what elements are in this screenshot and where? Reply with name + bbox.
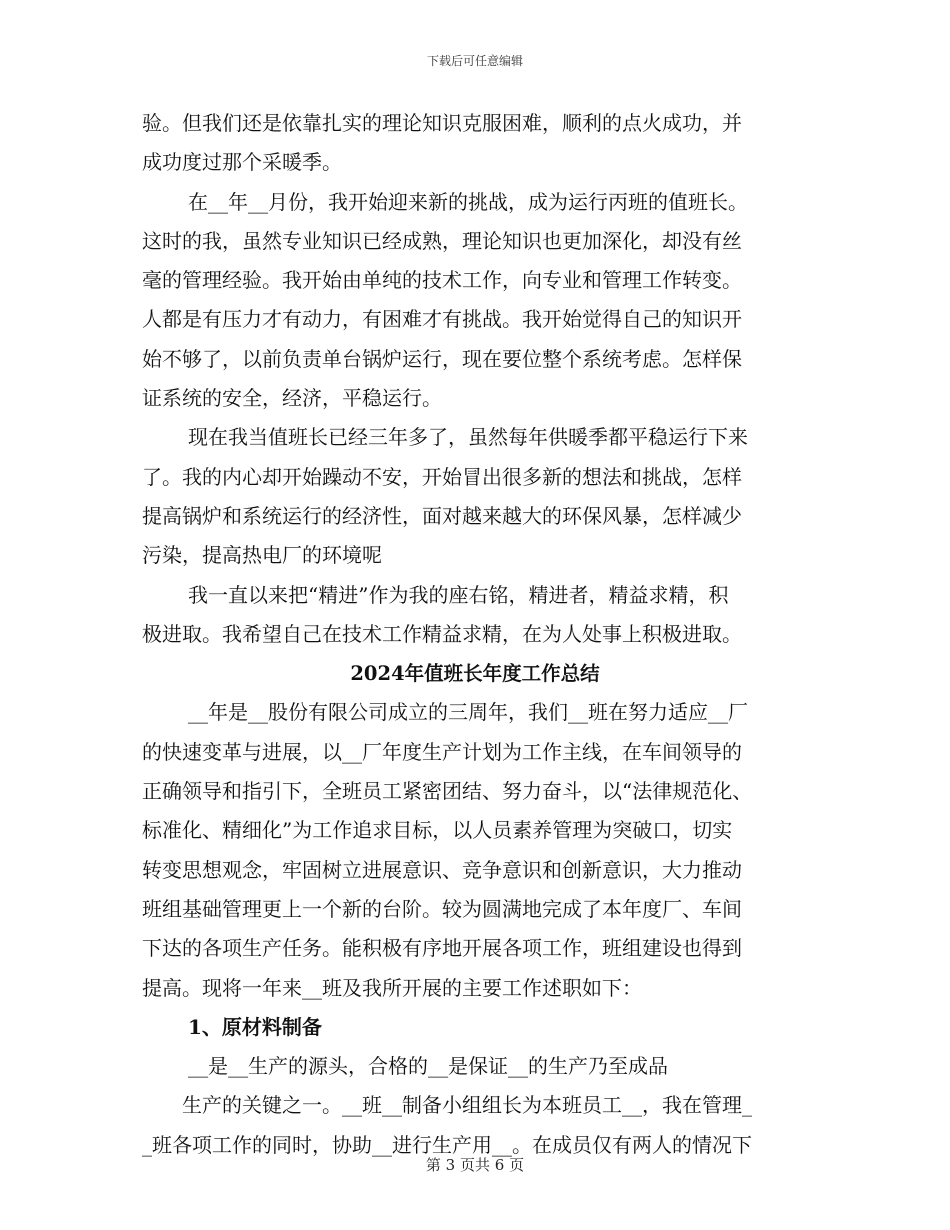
text-line: 班组基础管理更上一个新的台阶。较为圆满地完成了本年度厂、车间 [142, 896, 742, 921]
text-line: 了。我的内心却开始躁动不安，开始冒出很多新的想法和挑战，怎样 [142, 464, 742, 489]
text-line: 证系统的安全，经济，平稳运行。 [142, 386, 442, 411]
paragraph-start: 现在我当值班长已经三年多了，虽然每年供暖季都平稳运行下来 [188, 425, 748, 450]
text-line: 成功度过那个采暖季。 [142, 150, 342, 175]
text-line: 污染，提高热电厂的环境呢 [142, 543, 382, 568]
text-line: 提高。现将一年来__班及我所开展的主要工作述职如下： [142, 975, 642, 1000]
text-line: 的快速变革与进展，以__厂年度生产计划为工作主线，在车间领导的 [142, 739, 742, 764]
text-line: 人都是有压力才有动力，有困难才有挑战。我开始觉得自己的知识开 [142, 307, 742, 332]
paragraph-start: 我一直以来把“精进”作为我的座右铭，精进者，精益求精，积 [188, 582, 729, 607]
document-body [142, 104, 808, 1165]
text-line: 正确领导和指引下，全班员工紧密团结、努力奋斗，以“法律规范化、 [142, 779, 753, 804]
text-line: 提高锅炉和系统运行的经济性，面对越来越大的环保风暴，怎样减少 [142, 503, 742, 528]
paragraph-start: __是__生产的源头，合格的__是保证__的生产乃至成品 [188, 1054, 668, 1079]
page-footer: 第 3 页共 6 页 [425, 1156, 525, 1174]
section-title: 2024年值班长年度工作总结 [350, 662, 600, 686]
text-line: 下达的各项生产任务。能积极有序地开展各项工作，班组建设也得到 [142, 936, 742, 961]
paragraph-start: __年是__股份有限公司成立的三周年，我们__班在努力适应__厂 [188, 700, 748, 725]
text-line: 转变思想观念，牢固树立进展意识、竞争意识和创新意识，大力推动 [142, 857, 742, 882]
paragraph-start: 在__年__月份，我开始迎来新的挑战，成为运行丙班的值班长。 [188, 189, 748, 214]
text-line: 极进取。我希望自己在技术工作精益求精，在为人处事上积极进取。 [142, 621, 742, 646]
text-line: 标准化、精细化”为工作追求目标，以人员素养管理为突破口，切实 [142, 818, 733, 843]
subheading: 1、原材料制备 [188, 1014, 322, 1039]
text-line: _班各项工作的同时，协助__进行生产用__。在成员仅有两人的情况下 [142, 1132, 752, 1157]
paragraph-start: 生产的关键之一。__班__制备小组组长为本班员工__，我在管理_ [182, 1093, 752, 1118]
text-line: 始不够了，以前负责单台锅炉运行，现在要位整个系统考虑。怎样保 [142, 346, 742, 371]
text-line: 这时的我，虽然专业知识已经成熟，理论知识也更加深化，却没有丝 [142, 228, 742, 253]
text-line: 毫的管理经验。我开始由单纯的技术工作，向专业和管理工作转变。 [142, 268, 742, 293]
page-header: 下载后可任意编辑 [426, 54, 523, 68]
text-line: 验。但我们还是依靠扎实的理论知识克服困难，顺利的点火成功，并 [142, 111, 742, 135]
